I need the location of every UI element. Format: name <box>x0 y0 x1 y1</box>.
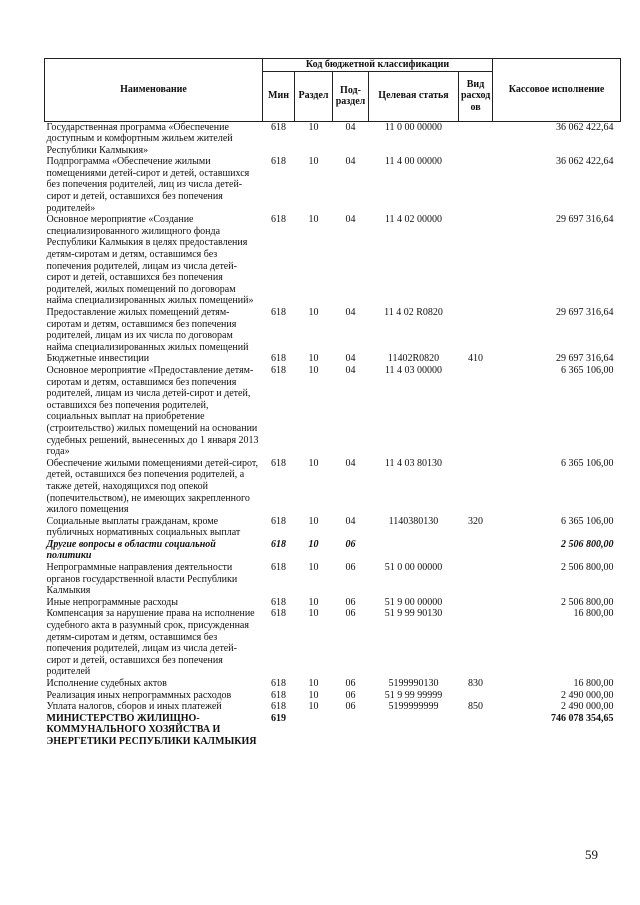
row-target: 51 9 00 00000 <box>384 596 443 608</box>
row-amount: 36 062 422,64 <box>556 121 614 133</box>
table-row <box>45 608 621 678</box>
row-razdel: 10 <box>308 538 319 550</box>
row-podrazdel: 06 <box>345 678 356 689</box>
row-min: 618 <box>271 596 286 608</box>
row-amount: 16 800,00 <box>573 608 614 620</box>
row-amount: 6 365 106,00 <box>561 515 614 527</box>
row-razdel: 10 <box>308 156 319 168</box>
row-amount: 29 697 316,64 <box>556 307 614 318</box>
row-razdel: 10 <box>308 608 319 620</box>
header-kassa: Кассовое исполнение <box>493 59 621 122</box>
row-min: 618 <box>271 156 286 168</box>
row-vid <box>459 597 493 609</box>
table-row <box>45 516 621 539</box>
table-row <box>45 307 621 353</box>
row-name: Исполнение судебных актов <box>46 678 167 689</box>
row-name: Другие вопросы в области социальной политики <box>46 538 216 562</box>
row-vid <box>459 214 493 307</box>
table-row <box>45 597 621 609</box>
row-podrazdel <box>333 713 369 748</box>
row-vid <box>459 458 493 516</box>
row-min: 618 <box>271 678 286 689</box>
row-podrazdel: 04 <box>345 307 356 318</box>
row-podrazdel: 06 <box>345 608 356 620</box>
row-name: Бюджетные инвестиции <box>46 353 150 365</box>
row-target: 11402R0820 <box>387 353 440 365</box>
row-name: Реализация иных непрограммных расходов <box>46 689 232 701</box>
table-row <box>45 365 621 458</box>
row-amount: 29 697 316,64 <box>556 214 614 226</box>
row-razdel: 10 <box>308 214 319 226</box>
table-row <box>45 156 621 214</box>
row-min: 618 <box>271 608 286 620</box>
row-podrazdel: 04 <box>345 121 356 133</box>
row-amount: 2 490 000,00 <box>561 689 614 701</box>
row-min: 618 <box>271 701 286 713</box>
row-razdel: 10 <box>308 562 319 574</box>
row-vid: 320 <box>468 515 484 527</box>
header-min: Мин <box>263 71 295 121</box>
row-podrazdel: 06 <box>345 689 356 701</box>
row-min: 618 <box>271 538 286 550</box>
row-amount: 16 800,00 <box>573 678 614 689</box>
row-target: 11 4 03 80130 <box>384 457 443 469</box>
row-name: Иные непрограммные расходы <box>46 596 178 608</box>
row-name: Уплата налогов, сборов и иных платежей <box>46 701 222 713</box>
row-target <box>369 539 459 562</box>
row-target: 11 0 00 00000 <box>384 121 443 133</box>
row-name: Непрограммные направления деятельности органов государственной власти Республики Калмыкия <box>46 562 238 597</box>
row-target: 11 4 02 00000 <box>384 214 443 226</box>
header-target: Целевая статья <box>369 71 459 121</box>
row-target: 51 9 99 99999 <box>384 689 443 701</box>
header-podrazdel: Под-раздел <box>333 71 369 121</box>
row-target: 11 4 02 R0820 <box>384 307 443 318</box>
row-target: 1140380130 <box>388 515 439 527</box>
header-razdel: Раздел <box>295 71 333 121</box>
row-name: Социальные выплаты гражданам, кроме публичных нормативных социальных выплат <box>46 515 241 539</box>
row-razdel: 10 <box>308 515 319 527</box>
row-min: 619 <box>271 712 286 724</box>
row-vid <box>459 690 493 702</box>
row-vid <box>459 307 493 353</box>
table-row <box>45 458 621 516</box>
budget-table <box>44 58 621 748</box>
table-row <box>45 690 621 702</box>
table-row <box>45 121 621 156</box>
row-target: 5199999999 <box>388 701 439 713</box>
row-vid <box>459 713 493 748</box>
table-row <box>45 678 621 690</box>
row-amount: 2 506 800,00 <box>561 596 614 608</box>
row-amount: 2 506 800,00 <box>561 562 614 574</box>
row-podrazdel: 04 <box>345 214 356 226</box>
table-row <box>45 713 621 748</box>
row-vid: 850 <box>468 701 484 713</box>
row-amount: 6 365 106,00 <box>561 364 614 376</box>
row-name: Основное мероприятие «Создание специализированного жилищного фонда Республики Калмыкия в целях предоставления детям-сиротам и детям, оставшимся без попечения родителей, лицам из числа детей-сирот и детей, оставшихся без попечения родителей, жилых помещений по договорам найма специализированных жилых помещений» <box>46 214 254 307</box>
table-row <box>45 214 621 307</box>
row-vid <box>459 539 493 562</box>
header-vid: Вид расход ов <box>459 71 493 121</box>
row-target: 11 4 03 00000 <box>384 364 443 376</box>
row-vid <box>459 608 493 678</box>
table-row <box>45 353 621 365</box>
row-amount: 29 697 316,64 <box>556 353 614 365</box>
row-min: 618 <box>271 353 286 365</box>
row-podrazdel: 04 <box>345 156 356 168</box>
table-row <box>45 562 621 597</box>
page-number: 59 <box>585 847 598 862</box>
row-min: 618 <box>271 562 286 574</box>
row-podrazdel: 06 <box>345 562 356 574</box>
table-row <box>45 539 621 562</box>
row-amount: 2 506 800,00 <box>561 538 614 550</box>
row-min: 618 <box>271 307 286 318</box>
row-razdel: 10 <box>308 307 319 318</box>
table-row <box>45 701 621 713</box>
row-podrazdel: 04 <box>345 364 356 376</box>
row-min: 618 <box>271 457 286 469</box>
row-target: 51 0 00 00000 <box>384 562 443 574</box>
row-razdel: 10 <box>308 689 319 701</box>
header-name: Наименование <box>45 59 263 122</box>
row-vid <box>459 365 493 458</box>
row-amount: 2 490 000,00 <box>561 701 614 713</box>
row-podrazdel: 04 <box>345 353 356 365</box>
row-name: Государственная программа «Обеспечение доступным и комфортным жильем жителей Республики Калмыкия» <box>46 121 233 156</box>
row-podrazdel: 04 <box>345 457 356 469</box>
row-name: МИНИСТЕРСТВО ЖИЛИЩНО-КОММУНАЛЬНОГО ХОЗЯЙСТВА И ЭНЕРГЕТИКИ РЕСПУБЛИКИ КАЛМЫКИЯ <box>46 712 257 747</box>
row-name: Предоставление жилых помещений детям-сиротам и детям, оставшимся без попечения родителей, лицам из их числа по договорам найма специализированных жилых помещений <box>46 307 249 353</box>
row-podrazdel: 04 <box>345 515 356 527</box>
row-min: 618 <box>271 364 286 376</box>
document-page <box>44 58 620 748</box>
row-name: Обеспечение жилыми помещениями детей-сирот, детей, оставшихся без попечения родителей, а также детей, находящихся под опекой (попечительством), не имеющих закрепленного жилого помещения <box>46 457 258 516</box>
row-vid <box>459 562 493 597</box>
row-name: Подпрограмма «Обеспечение жилыми помещениями детей-сирот и детей, оставшихся без попечения родителей, лиц из числа детей-сирот и детей, оставшихся без попечения родителей» <box>46 156 250 214</box>
row-target <box>369 713 459 748</box>
row-amount: 36 062 422,64 <box>556 156 614 168</box>
row-target: 51 9 99 90130 <box>384 608 443 620</box>
row-razdel: 10 <box>308 121 319 133</box>
row-min: 618 <box>271 121 286 133</box>
row-min: 618 <box>271 515 286 527</box>
row-amount: 6 365 106,00 <box>561 457 614 469</box>
row-amount: 746 078 354,65 <box>551 712 614 724</box>
row-razdel: 10 <box>308 353 319 365</box>
row-min: 618 <box>271 214 286 226</box>
row-razdel: 10 <box>308 678 319 689</box>
row-vid: 830 <box>468 678 484 689</box>
row-podrazdel: 06 <box>345 701 356 713</box>
row-vid <box>459 156 493 214</box>
row-razdel: 10 <box>308 457 319 469</box>
row-razdel: 10 <box>308 364 319 376</box>
row-podrazdel: 06 <box>345 596 356 608</box>
row-name: Основное мероприятие «Предоставление детям-сиротам и детям, оставшимся без попечения родителей, лицам из числа детей-сирот и детей, оставшихся без попечения родителей, социальных выплат на приобретение (строительство) жилых помещений на основании судебных решений, вынесенных до 1 января 2013 года» <box>46 364 259 458</box>
row-podrazdel: 06 <box>345 538 356 550</box>
row-razdel <box>295 713 333 748</box>
row-vid: 410 <box>468 353 484 365</box>
header-code-group: Код бюджетной классификации <box>263 59 493 72</box>
row-razdel: 10 <box>308 701 319 713</box>
row-target: 5199990130 <box>388 678 439 689</box>
row-min: 618 <box>271 689 286 701</box>
row-razdel: 10 <box>308 596 319 608</box>
row-vid <box>459 121 493 156</box>
row-name: Компенсация за нарушение права на исполнение судебного акта в разумный срок, присужденная детям-сиротам и детям, оставшимся без попечения родителей, лицам из числа детей-сирот и детей, оставшихся без попечения родителей <box>46 608 255 678</box>
row-target: 11 4 00 00000 <box>384 156 443 168</box>
